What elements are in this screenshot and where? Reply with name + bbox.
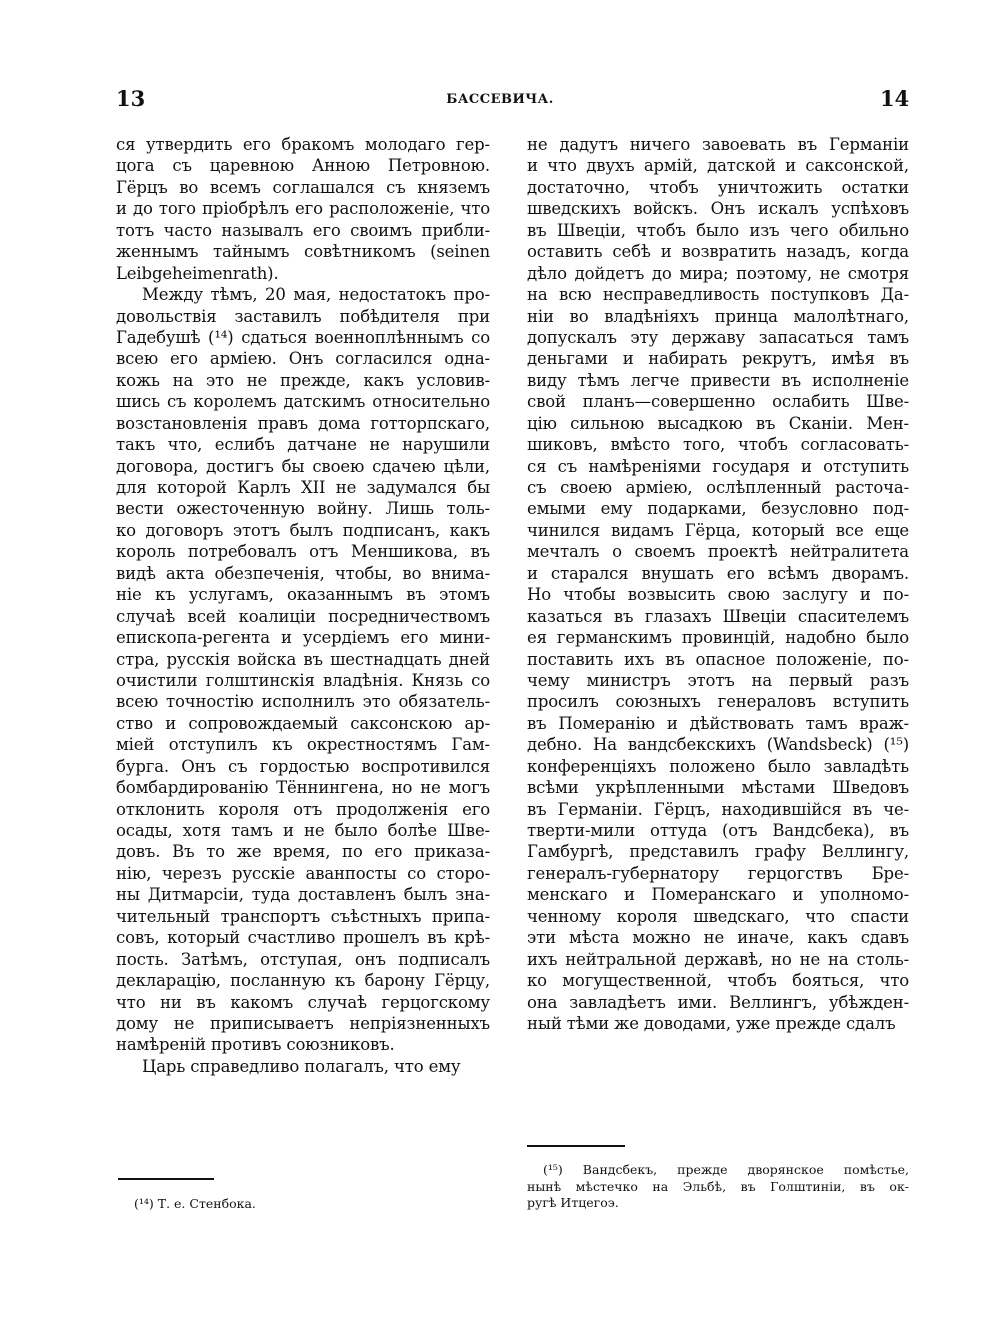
text-line: ченному короля шведскаго, что спасти xyxy=(527,906,909,926)
text-line: Гамбургѣ, представилъ графу Веллингу, xyxy=(527,842,909,862)
text-line: ко договоръ этотъ былъ подписанъ, какъ xyxy=(116,520,490,540)
text-line: Leibgeheimenrath). xyxy=(116,263,279,283)
footnote-line: (¹⁴) Т. е. Стенбока. xyxy=(134,1196,256,1211)
footnote-separator-left xyxy=(118,1178,214,1180)
text-line: цію сильною высадкою въ Сканіи. Мен- xyxy=(527,413,909,433)
text-line: возстановленія правъ дома готторпскаго, xyxy=(116,413,490,433)
text-line: ніе къ услугамъ, оказаннымъ въ этомъ xyxy=(116,585,490,605)
text-line: казаться въ глазахъ Швеціи спасителемъ xyxy=(527,606,909,626)
text-line: вести ожесточенную войну. Лишь толь- xyxy=(116,499,490,519)
text-line: и что двухъ армій, датской и саксонской, xyxy=(527,156,909,176)
text-line: кожь на это не прежде, какъ условив- xyxy=(116,370,490,390)
text-line: осады, хотя тамъ и не было болѣе Шве- xyxy=(116,821,490,840)
text-line: въ Швеціи, чтобъ было изъ чего обильно xyxy=(527,220,909,240)
text-line: деньгами и набирать рекрутъ, имѣя въ xyxy=(527,349,909,369)
text-line: ство и сопровождаемый саксонскою ар- xyxy=(116,713,490,733)
text-line: мечталъ о своемъ проектѣ нейтралитета xyxy=(527,542,909,562)
text-line: поставить ихъ въ опасное положеніе, по- xyxy=(527,649,909,669)
left-column-text xyxy=(116,134,490,1077)
text-line: въ Германіи. Гёрцъ, находившійся въ че- xyxy=(527,799,909,819)
text-line: очистили голштинскія владѣнія. Князь со xyxy=(116,670,490,690)
text-line: емыми ему подарками, безусловно под- xyxy=(527,499,909,519)
text-line: шись съ королемъ датскимъ относительно xyxy=(116,392,490,412)
text-line: всею его арміею. Онъ согласился одна- xyxy=(116,349,490,369)
text-line: Гёрцъ во всемъ соглашался съ княземъ xyxy=(116,177,490,197)
text-line: декларацію, посланную къ барону Гёрцу, xyxy=(116,971,490,991)
text-line: въ Померанію и дѣйствовать тамъ враж- xyxy=(527,713,909,733)
text-line: нію, черезъ русскіе аванпосты со сторо- xyxy=(116,863,490,883)
right-column-text xyxy=(527,134,909,1034)
text-line: менскаго и Померанскаго и уполномо- xyxy=(527,885,909,905)
text-line: ихъ нейтральной державѣ, но не на столь- xyxy=(527,949,909,969)
text-line: бурга. Онъ съ гордостью воспротивился xyxy=(116,756,490,776)
page-number-left: 13 xyxy=(116,86,146,111)
text-line: достаточно, чтобъ уничтожить остатки xyxy=(527,177,909,197)
text-line: ко могущественной, чтобъ бояться, что xyxy=(527,971,909,991)
text-line: стра, русскія войска въ шестнадцать дней xyxy=(116,649,490,669)
text-line: отклонить короля отъ продолженія его xyxy=(116,799,490,819)
text-line: всѣми укрѣпленными мѣстами Шведовъ xyxy=(527,778,909,798)
text-line: дому не приписываетъ непріязненныхъ xyxy=(116,1013,490,1033)
text-line: пость. Затѣмъ, отступая, онъ подписалъ xyxy=(116,949,490,969)
text-line: шиковъ, вмѣсто того, чтобъ согласовать- xyxy=(527,435,909,455)
running-title: БАССЕВИЧА. xyxy=(446,92,554,107)
text-line: видѣ акта обезпеченія, чтобы, во внима- xyxy=(116,563,490,583)
page-number-right: 14 xyxy=(880,86,910,111)
text-line: что ни въ какомъ случаѣ герцогскому xyxy=(116,992,490,1012)
text-line: ся съ намѣреніями государя и отступить xyxy=(527,456,909,476)
text-line: міей отступилъ къ окрестностямъ Гам- xyxy=(116,735,490,755)
text-line: съ своею арміею, ослѣпленный расточа- xyxy=(527,478,909,497)
text-line: бомбардированію Тённингена, но не могъ xyxy=(116,778,490,798)
footnote-right xyxy=(527,1162,909,1212)
text-line: ны Дитмарсіи, туда доставленъ былъ зна- xyxy=(116,885,490,905)
text-line: не дадутъ ничего завоевать въ Германіи xyxy=(527,135,909,154)
text-line: дѣло дойдетъ до мира; поэтому, не смотря xyxy=(527,263,909,283)
text-line: просилъ союзныхъ генераловъ вступить xyxy=(527,692,909,712)
text-line: намѣреній противъ союзниковъ. xyxy=(116,1035,395,1055)
text-line: ея германскимъ провинцій, надобно было xyxy=(527,628,909,648)
text-line: такъ что, еслибъ датчане не нарушили xyxy=(116,435,490,455)
text-line: цога съ царевною Анною Петровною. xyxy=(116,156,490,176)
text-line: довъ. Въ то же время, по его приказа- xyxy=(116,842,490,862)
text-line: женнымъ тайнымъ совѣтникомъ (seinen xyxy=(116,242,490,262)
footnote-line: ругѣ Итцегоэ. xyxy=(527,1195,619,1210)
text-line: ніи во владѣніяхъ принца малолѣтнаго, xyxy=(527,306,909,326)
text-line: тотъ часто называлъ его своимъ прибли- xyxy=(116,220,490,240)
text-line: ный тѣми же доводами, уже прежде сдалъ xyxy=(527,1013,896,1033)
running-header xyxy=(0,86,1000,116)
text-line: Но чтобы возвысить свою заслугу и по- xyxy=(527,585,909,605)
text-line: на всю несправедливость поступковъ Да- xyxy=(527,285,909,305)
text-line: она завладѣетъ ими. Веллингъ, убѣжден- xyxy=(527,992,909,1012)
text-line: виду тѣмъ легче привести въ исполненіе xyxy=(527,370,909,390)
text-line: совъ, который счастливо прошелъ въ крѣ- xyxy=(116,928,490,948)
text-line: оставить себѣ и возвратить назадъ, когда xyxy=(527,242,909,262)
text-line: чинился видамъ Гёрца, который все еще xyxy=(527,520,909,540)
footnote-separator-right xyxy=(527,1145,625,1147)
text-line: Между тѣмъ, 20 мая, недостатокъ про- xyxy=(142,285,490,305)
text-line: шведскихъ войскъ. Онъ искалъ успѣховъ xyxy=(527,199,909,219)
text-line: чительный транспортъ съѣстныхъ припа- xyxy=(116,906,490,926)
text-line: тверти-мили оттуда (отъ Вандсбека), въ xyxy=(527,821,909,840)
text-line: свой планъ—совершенно ослабить Шве- xyxy=(527,392,909,412)
footnote-line: (¹⁵) Вандсбекъ, прежде дворянское помѣстье, xyxy=(543,1162,909,1177)
text-line: конференціяхъ положено было завладѣть xyxy=(527,756,909,776)
text-line: и старался внушать его всѣмъ дворамъ. xyxy=(527,563,909,583)
text-line: случаѣ всей коалиціи посредничествомъ xyxy=(116,606,490,626)
text-line: договора, достигъ бы своею сдачею цѣли, xyxy=(116,456,490,476)
text-line: всею точностію исполнилъ это обязатель- xyxy=(116,692,490,712)
footnote-left xyxy=(134,1196,434,1213)
text-line: и до того пріобрѣлъ его расположеніе, что xyxy=(116,199,490,219)
text-line: король потребовалъ отъ Меншикова, въ xyxy=(116,542,490,562)
text-line: для которой Карлъ XII не задумался бы xyxy=(116,478,490,497)
text-line: Царь справедливо полагалъ, что ему xyxy=(142,1056,461,1076)
text-line: довольствія заставилъ побѣдителя при xyxy=(116,306,490,326)
footnote-line: нынѣ мѣстечко на Эльбѣ, въ Голштиніи, въ ок- xyxy=(527,1178,909,1194)
text-line: епископа-регента и усердіемъ его мини- xyxy=(116,628,490,648)
text-line: ся утвердить его бракомъ молодаго гер- xyxy=(116,135,490,154)
text-line: эти мѣста можно не иначе, какъ сдавъ xyxy=(527,928,909,948)
text-line: дебно. На вандсбекскихъ (Wandsbeck) (¹⁵) xyxy=(527,735,909,755)
text-line: Гадебушѣ (¹⁴) сдаться военноплѣннымъ со xyxy=(116,327,490,347)
text-line: генералъ-губернатору герцогствъ Бре- xyxy=(527,863,909,883)
text-line: допускалъ эту державу запасаться тамъ xyxy=(527,327,909,347)
text-line: чему министръ этотъ на первый разъ xyxy=(527,670,909,690)
